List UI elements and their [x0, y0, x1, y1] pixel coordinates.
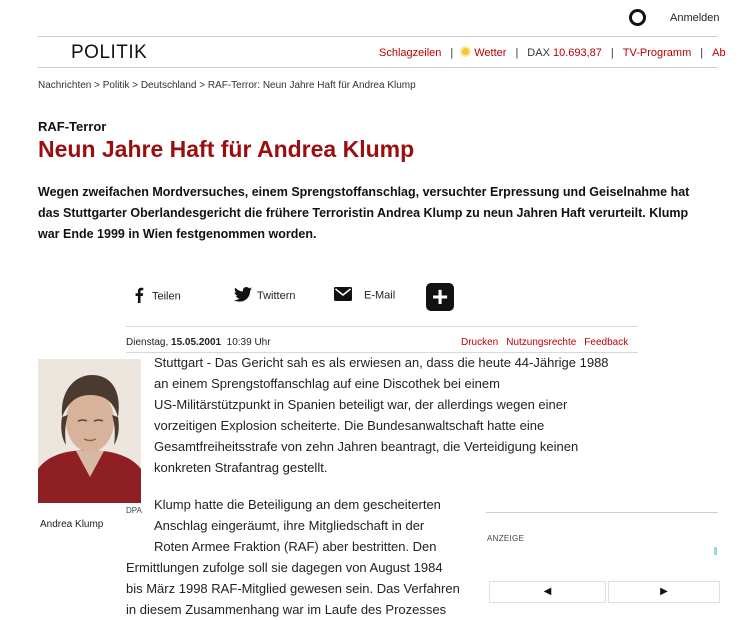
- article-paragraph-1: [154, 352, 609, 478]
- article-headline: Neun Jahre Haft für Andrea Klump: [38, 136, 415, 162]
- ad-next-button[interactable]: ▶: [608, 581, 720, 603]
- paragraph-line: Klump hatte die Beteiligung an dem gescheiterten: [154, 497, 441, 512]
- share-facebook-label: Teilen: [152, 290, 181, 303]
- breadcrumb[interactable]: Nachrichten > Politik > Deutschland > RAF-Terror: Neun Jahre Haft für Andrea Klump: [38, 80, 416, 91]
- nav-wetter[interactable]: [462, 47, 506, 59]
- paragraph-line: vorzeitigen Explosion scheiterte. Die Bundesanwaltschaft hatte eine: [154, 418, 545, 433]
- nav-cut-item[interactable]: Ab: [712, 47, 726, 59]
- site-logo-icon[interactable]: [629, 9, 646, 26]
- twitter-icon: [234, 287, 252, 305]
- article-photo[interactable]: [38, 359, 141, 503]
- nav-wetter-label: Wetter: [474, 47, 507, 59]
- date-value: 15.05.2001: [171, 337, 222, 348]
- facebook-icon: [134, 287, 144, 306]
- nav-schlagzeilen[interactable]: Schlagzeilen: [379, 47, 442, 59]
- paragraph-line: Gesamtfreiheitsstrafe von zehn Jahren beantragt, die Verteidigung keinen: [154, 439, 579, 454]
- article-paragraph-2-start: [154, 494, 441, 557]
- sun-icon: [462, 48, 469, 55]
- nav-divider: [38, 67, 718, 68]
- paragraph-line: Anschlag eingeräumt, ihre Mitgliedschaft in der: [154, 518, 425, 533]
- ad-indicator: [714, 547, 717, 555]
- teaser-line: war Ende 1999 in Wien festgenommen worden.: [38, 227, 317, 241]
- article-paragraph-2-rest: [126, 557, 460, 620]
- header-divider: [38, 36, 718, 37]
- article-date: [126, 337, 271, 348]
- login-link[interactable]: Anmelden: [670, 12, 720, 24]
- share-twitter-button[interactable]: [234, 287, 296, 305]
- date-time: 10:39 Uhr: [226, 337, 271, 348]
- feedback-link[interactable]: Feedback: [584, 337, 629, 348]
- share-facebook-button[interactable]: [134, 287, 181, 306]
- paragraph-line: konkreten Strafantrag gestellt.: [154, 460, 328, 475]
- paragraph-line: in diesem Zusammenhang war im Laufe des Prozesses: [126, 602, 447, 617]
- article-kicker: RAF-Terror: [38, 119, 107, 134]
- ad-divider: [486, 512, 718, 513]
- article-teaser: [38, 182, 718, 245]
- top-nav: Schlagzeilen | Wetter | DAX 10.693,87 | TV-Programm | Ab: [379, 47, 726, 59]
- teaser-line: Wegen zweifachen Mordversuches, einem Sprengstoffanschlag, versuchter Erpressung und Geiselnahme hat: [38, 185, 690, 199]
- dax-value[interactable]: 10.693,87: [552, 47, 602, 59]
- photo-caption: Andrea Klump: [40, 519, 104, 530]
- paragraph-line: an einem Sprengstoffanschlag auf eine Discothek bei einem: [154, 376, 500, 391]
- ad-prev-button[interactable]: ◀: [489, 581, 606, 603]
- paragraph-line: Roten Armee Fraktion (RAF) aber bestritten. Den: [154, 539, 437, 554]
- article-actions: [461, 337, 636, 348]
- rights-link[interactable]: Nutzungsrechte: [506, 337, 577, 348]
- share-email-label: E-Mail: [364, 289, 396, 302]
- ad-label: ANZEIGE: [487, 534, 525, 543]
- more-share-plus-icon[interactable]: +: [426, 283, 454, 311]
- share-twitter-label: Twittern: [257, 289, 296, 302]
- section-title[interactable]: POLITIK: [71, 42, 148, 63]
- paragraph-line: Ermittlungen zufolge soll sie dagegen von August 1984: [126, 560, 443, 575]
- meta-divider-top: [126, 326, 638, 327]
- print-link[interactable]: Drucken: [461, 337, 499, 348]
- share-email-button[interactable]: [334, 287, 395, 304]
- paragraph-line: US-Militärstützpunkt in Spanien beteiligt war, der allerdings wegen einer: [154, 397, 568, 412]
- paragraph-line: Stuttgart - Das Gericht sah es als erwiesen an, dass die heute 44-Jährige 1988: [154, 355, 609, 370]
- paragraph-line: bis März 1998 RAF-Mitglied gewesen sein. Das Verfahren: [126, 581, 460, 596]
- nav-tv-programm[interactable]: TV-Programm: [622, 47, 692, 59]
- teaser-line: das Stuttgarter Oberlandesgericht die frühere Terroristin Andrea Klump zu neun Jahren Haft verurteilt. Klump: [38, 206, 689, 220]
- photo-credit: DPA: [126, 506, 142, 515]
- date-weekday: Dienstag,: [126, 337, 169, 348]
- dax-label: DAX: [527, 47, 550, 59]
- mail-icon: [334, 287, 352, 304]
